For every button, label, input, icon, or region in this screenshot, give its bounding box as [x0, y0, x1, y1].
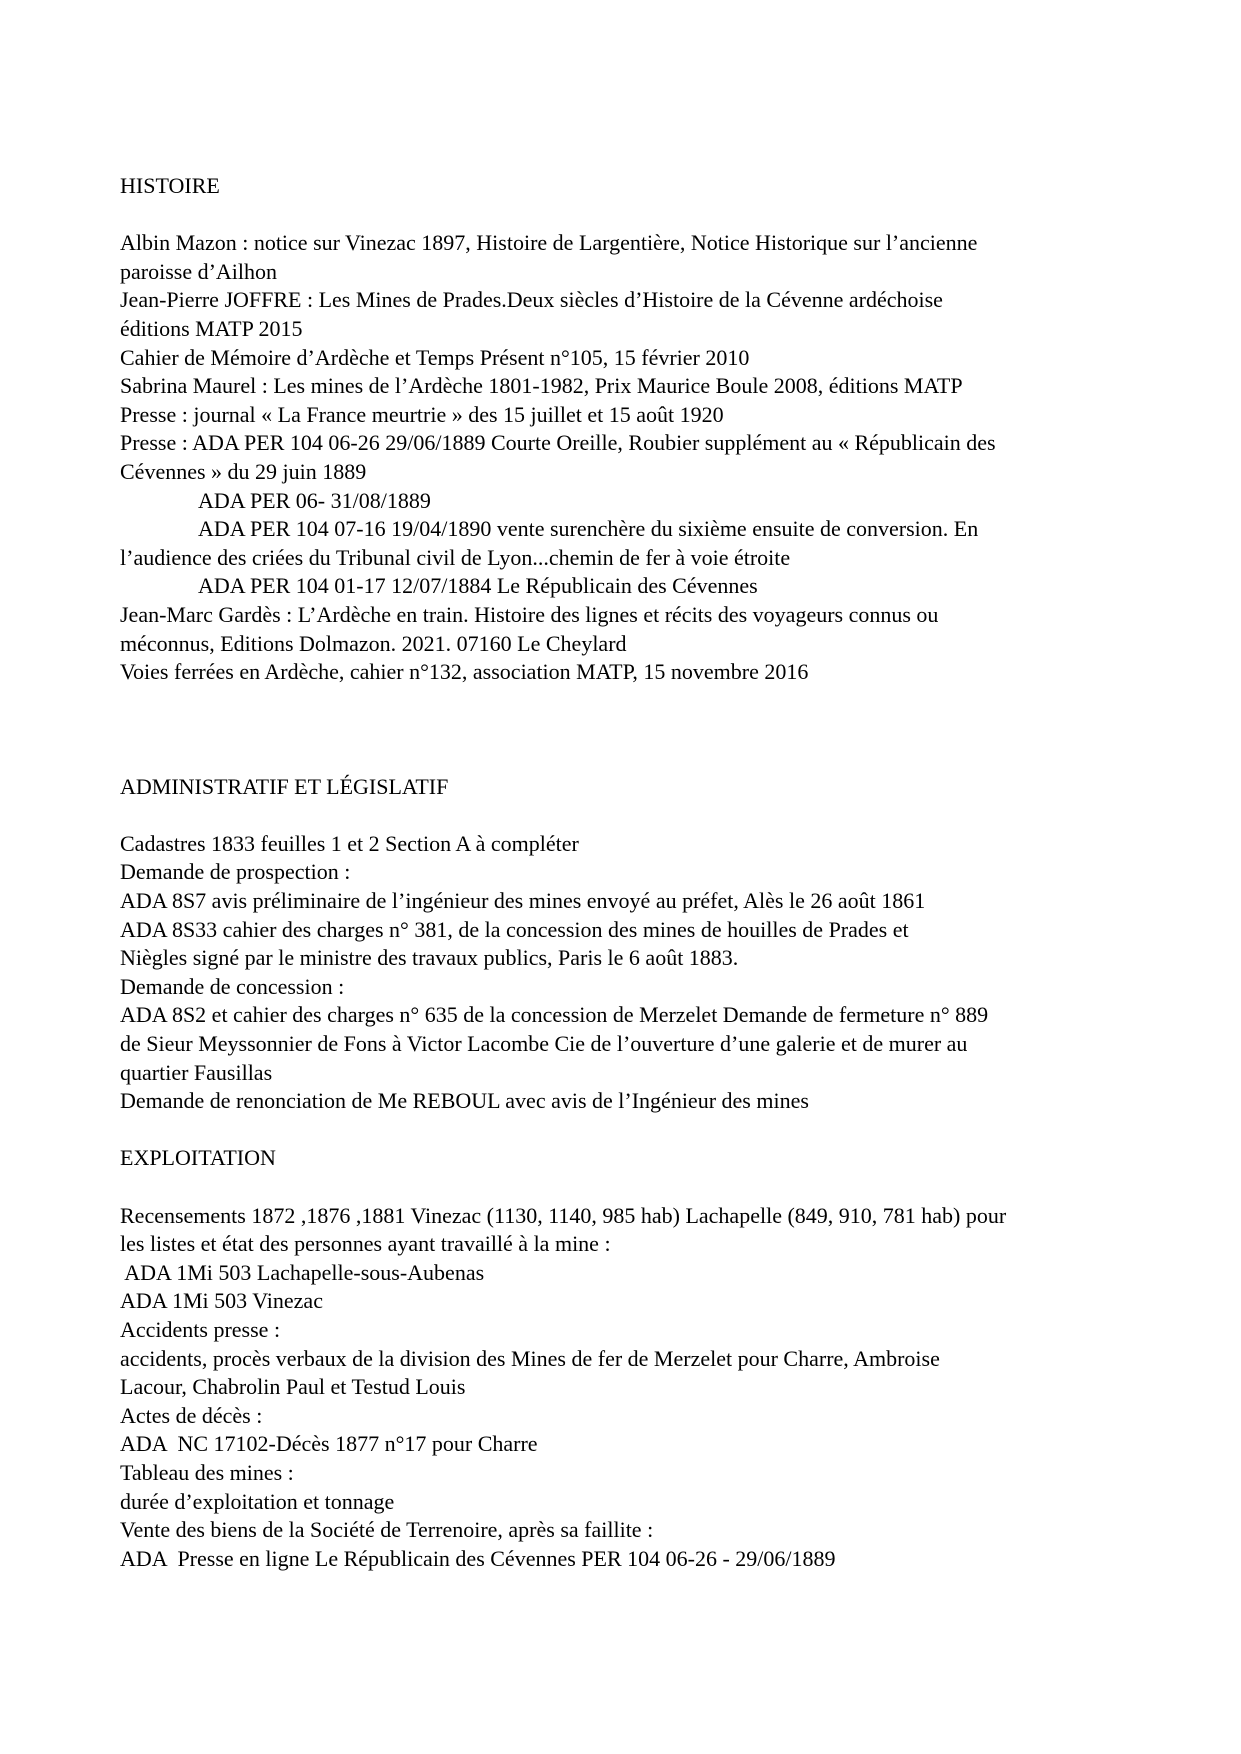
text-line: Accidents presse :	[120, 1316, 281, 1342]
text-line: ADA NC 17102-Décès 1877 n°17 pour Charre	[120, 1431, 538, 1457]
text-line: Jean-Pierre JOFFRE : Les Mines de Prades.Deux siècles d’Histoire de la Cévenne ardéchoise	[120, 287, 943, 313]
text-line: méconnus, Editions Dolmazon. 2021. 07160 Le Cheylard	[120, 630, 627, 656]
text-line: Tableau des mines :	[120, 1459, 294, 1485]
text-line: de Sieur Meyssonnier de Fons à Victor Lacombe Cie de l’ouverture d’une galerie et de murer au	[120, 1031, 968, 1057]
text-line: Cadastres 1833 feuilles 1 et 2 Section A à compléter	[120, 830, 579, 856]
text-line: Vente des biens de la Société de Terrenoire, après sa faillite :	[120, 1517, 654, 1543]
text-line: Sabrina Maurel : Les mines de l’Ardèche 1801-1982, Prix Maurice Boule 2008, éditions MATP	[120, 373, 963, 399]
text-line: éditions MATP 2015	[120, 315, 303, 341]
administratif-list	[120, 830, 1140, 1116]
section-title-administratif: ADMINISTRATIF ET LÉGISLATIF	[120, 773, 449, 799]
text-line: ADA Presse en ligne Le Républicain des Cévennes PER 104 06-26 - 29/06/1889	[120, 1545, 836, 1571]
section-administratif	[120, 773, 1140, 1116]
text-line: ADA PER 06- 31/08/1889	[198, 487, 431, 513]
text-line: Cévennes » du 29 juin 1889	[120, 458, 367, 484]
text-line: durée d’exploitation et tonnage	[120, 1488, 395, 1514]
text-line: Demande de concession :	[120, 973, 345, 999]
document-page	[120, 172, 1140, 1573]
text-line: Demande de prospection :	[120, 859, 351, 885]
text-line: Jean-Marc Gardès : L’Ardèche en train. Histoire des lignes et récits des voyageurs connus ou	[120, 601, 939, 627]
text-line: ADA PER 104 01-17 12/07/1884 Le Républicain des Cévennes	[198, 573, 758, 599]
text-line: Cahier de Mémoire d’Ardèche et Temps Présent n°105, 15 février 2010	[120, 344, 750, 370]
section-title-histoire: HISTOIRE	[120, 173, 220, 198]
histoire-list	[120, 229, 1140, 687]
text-line: ADA 8S33 cahier des charges n° 381, de la concession des mines de houilles de Prades et	[120, 916, 909, 942]
text-line: Recensements 1872 ,1876 ,1881 Vinezac (1130, 1140, 985 hab) Lachapelle (849, 910, 781 hab) pour	[120, 1202, 1007, 1228]
text-line: l’audience des criées du Tribunal civil de Lyon...chemin de fer à voie étroite	[120, 544, 791, 570]
section-exploitation	[120, 1144, 1140, 1573]
text-line: ADA 8S7 avis préliminaire de l’ingénieur des mines envoyé au préfet, Alès le 26 août 1861	[120, 888, 926, 914]
exploitation-list	[120, 1202, 1140, 1574]
text-line: Presse : ADA PER 104 06-26 29/06/1889 Courte Oreille, Roubier supplément au « Républicain des	[120, 430, 996, 456]
text-line: ADA PER 104 07-16 19/04/1890 vente surenchère du sixième ensuite de conversion. En	[198, 516, 979, 542]
text-line: accidents, procès verbaux de la division des Mines de fer de Merzelet pour Charre, Ambroise	[120, 1345, 940, 1371]
text-line: Albin Mazon : notice sur Vinezac 1897, Histoire de Largentière, Notice Historique sur l’ancienne	[120, 230, 978, 256]
text-line: les listes et état des personnes ayant travaillé à la mine :	[120, 1231, 611, 1257]
text-line: Niègles signé par le ministre des travaux publics, Paris le 6 août 1883.	[120, 945, 739, 971]
section-histoire	[120, 172, 1140, 687]
text-line: quartier Fausillas	[120, 1059, 273, 1085]
text-line: ADA 1Mi 503 Vinezac	[120, 1288, 323, 1314]
text-line: Actes de décès :	[120, 1402, 263, 1428]
text-line: ADA 1Mi 503 Lachapelle-sous-Aubenas	[120, 1259, 485, 1285]
section-title-exploitation: EXPLOITATION	[120, 1145, 276, 1171]
text-line: Lacour, Chabrolin Paul et Testud Louis	[120, 1374, 466, 1400]
text-line: paroisse d’Ailhon	[120, 258, 278, 284]
text-line: Demande de renonciation de Me REBOUL avec avis de l’Ingénieur des mines	[120, 1088, 809, 1114]
text-line: ADA 8S2 et cahier des charges n° 635 de la concession de Merzelet Demande de fermeture n° 889	[120, 1002, 989, 1028]
text-line: Presse : journal « La France meurtrie » des 15 juillet et 15 août 1920	[120, 401, 724, 427]
text-line: Voies ferrées en Ardèche, cahier n°132, association MATP, 15 novembre 2016	[120, 659, 809, 685]
